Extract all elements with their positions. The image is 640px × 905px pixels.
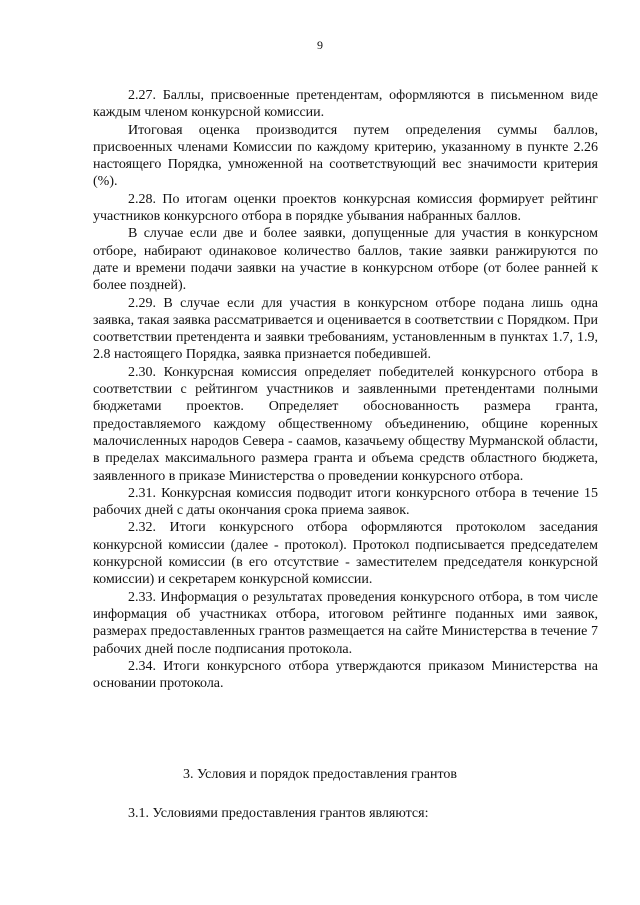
- body-text: [93, 87, 598, 692]
- paragraph-2-30: 2.30. Конкурсная комиссия определяет победителей конкурсного отбора в соответствии с рейтингом участников и заявленными претендентами полными бюджетами проектов. Определяет обоснованность размера гранта, предоставляемого каждому общественному объединению, общине коренных малочисленных народов Севера - саамов, казачьему обществу Мурманской области, в пределах максимального размера гранта и объема средств областного бюджета, заявленного в приказе Министерства о проведении конкурсного отбора.: [93, 364, 598, 484]
- paragraph-2-29: 2.29. В случае если для участия в конкурсном отборе подана лишь одна заявка, такая заявка рассматривается и оценивается в соответствии с Порядком. При соответствии претендента и заявки требованиям, установленным в пунктах 1.7, 1.9, 2.8 настоящего Порядка, заявка признается победившей.: [93, 295, 598, 363]
- paragraph-final-score: Итоговая оценка производится путем определения суммы баллов, присвоенных членами Комиссии по каждому критерию, указанному в пункте 2.26 настоящего Порядка, умноженной на соответствующий вес значимости критерия (%).: [93, 122, 598, 190]
- paragraph-2-28: 2.28. По итогам оценки проектов конкурсная комиссия формирует рейтинг участников конкурсного отбора в порядке убывания набранных баллов.: [93, 191, 598, 225]
- section-heading: 3. Условия и порядок предоставления грантов: [182, 767, 458, 782]
- paragraph-2-34: 2.34. Итоги конкурсного отбора утверждаются приказом Министерства на основании протокола.: [93, 658, 598, 692]
- paragraph-2-33: 2.33. Информация о результатах проведения конкурсного отбора, в том числе информация об участниках отбора, итоговом рейтинге поданных ими заявок, размерах предоставленных грантов размещается на сайте Министерства в течение 7 рабочих дней после подписания протокола.: [93, 589, 598, 657]
- paragraph-2-27: 2.27. Баллы, присвоенные претендентам, оформляются в письменном виде каждым членом конкурсной комиссии.: [93, 88, 598, 121]
- subpoint-3-1: 3.1. Условиями предоставления грантов являются:: [128, 806, 429, 821]
- page-number: 9: [317, 38, 323, 52]
- paragraph-2-32: 2.32. Итоги конкурсного отбора оформляются протоколом заседания конкурсной комиссии (далее - протокол). Протокол подписывается председателем конкурсной комиссии (в его отсутствие - заместителем председателя конкурсной комиссии) и секретарем конкурсной комиссии.: [93, 520, 598, 588]
- paragraph-equal-score: В случае если две и более заявки, допущенные для участия в конкурсном отборе, набирают одинаковое количество баллов, такие заявки ранжируются по дате и времени подачи заявки на участие в конкурсном отборе (от более ранней к более поздней).: [93, 226, 598, 294]
- paragraph-2-31: 2.31. Конкурсная комиссия подводит итоги конкурсного отбора в течение 15 рабочих дней с даты окончания срока приема заявок.: [93, 485, 598, 519]
